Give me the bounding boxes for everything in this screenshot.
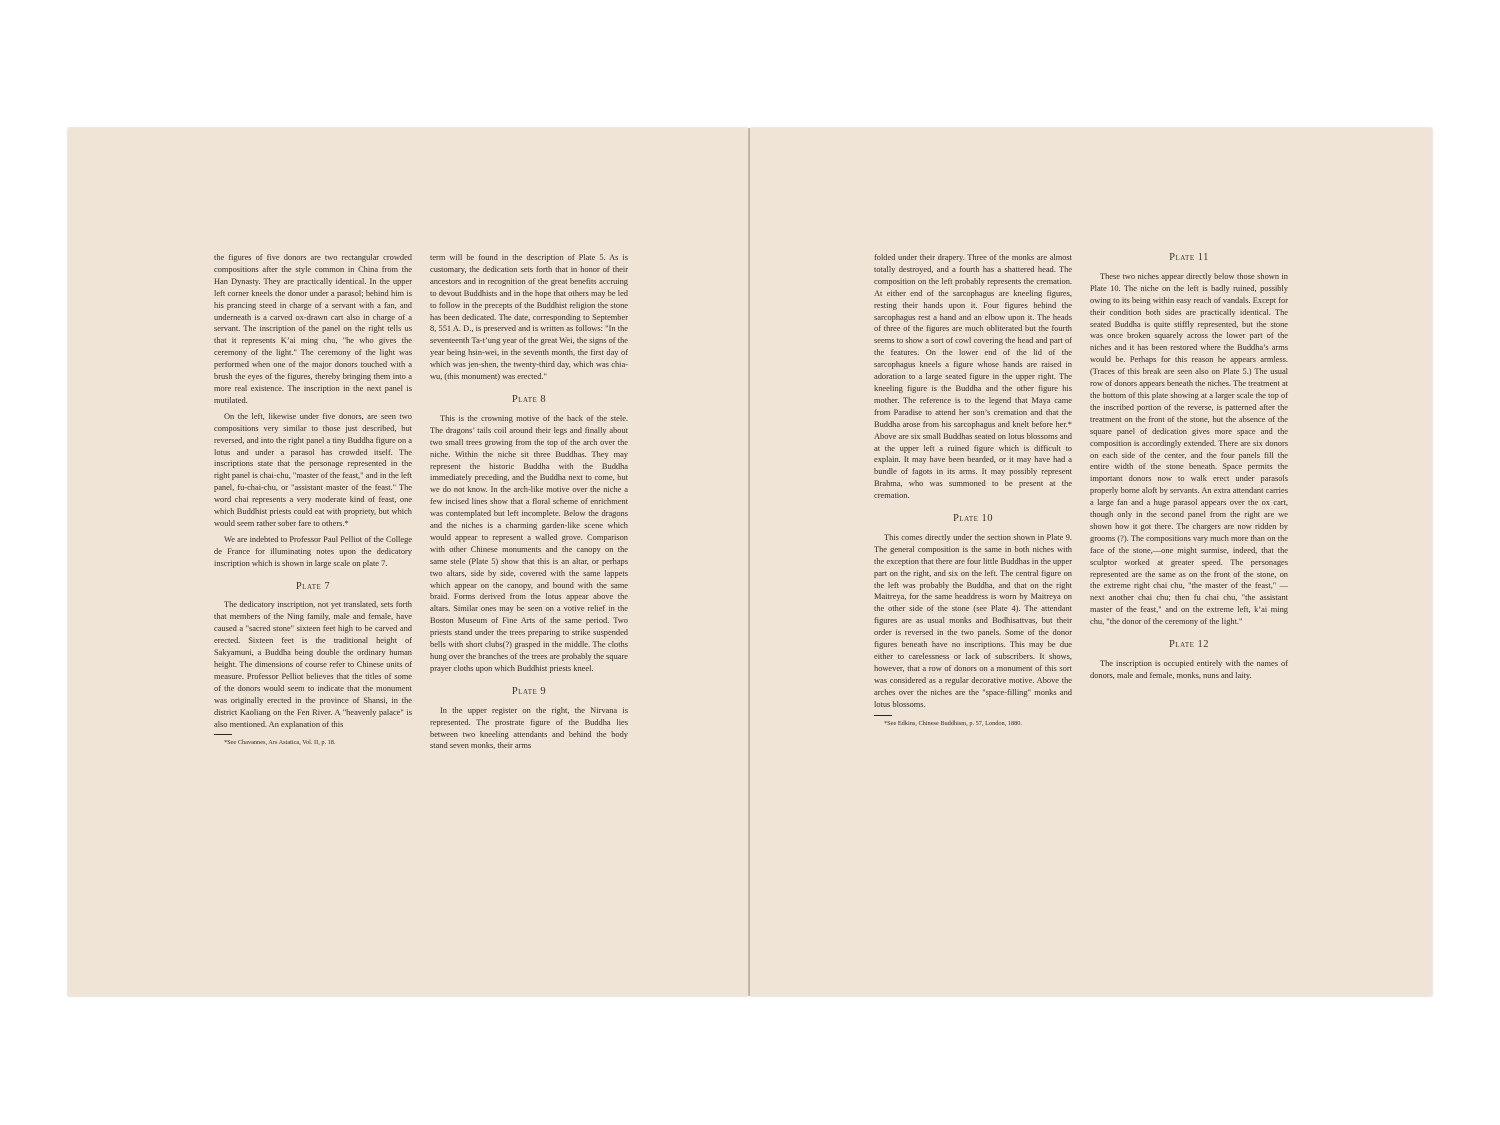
heading-plate-10: Plate 10 bbox=[952, 513, 994, 525]
left-page-column-1 bbox=[214, 252, 412, 751]
paragraph: On the left, likewise under five donors, are seen two compositions very similar to those just described, but reversed, and into the right panel a tiny Buddha figure on a lotus and under a parasol has crowded itself. The inscriptions state that the personage represented in the right panel is chai-chu, "master of the feast," and in the left panel, fu-chai-chu, or "assistant master of the feast." The word chai represents a very moderate kind of feast, one which Buddhist priests could eat with propriety, but which would seem rather sober fare to others.* bbox=[214, 411, 412, 528]
footnote: *See Chavannes, Ars Asiatica, Vol. II, p. 18. bbox=[224, 739, 336, 747]
footnote-rule bbox=[214, 734, 232, 735]
paragraph: In the upper register on the right, the Nirvana is represented. The prostrate figure of the Buddha lies between two kneeling attendants and behind the body stand seven monks, their arms bbox=[430, 705, 628, 751]
heading-plate-7: Plate 7 bbox=[295, 580, 331, 592]
paragraph: This is the crowning motive of the back of the stele. The dragons’ tails coil around their legs and finally about two small trees growing from the top of the arch over the niche. Within the niche sit three Buddhas. They may represent the historic Buddha with the Buddha immediately preceding, and the Buddha next to come, but we do not know. In the arch-like motive over the niche a few incised lines show that a floral scheme of enrichment was contemplated but left incomplete. Below the dragons and the niches is a charming garden-like scene which would appear to represent a walled grove. Comparison with other Chinese monuments and the canopy on the same stele (Plate 5) show that this is an altar, or perhaps two altars, side by side, covered with the same lappets which appear on the canopy, and bound with the same braid. Forms derived from the lotus appear above the altars. Similar ones may be seen on a votive relief in the Boston Museum of Fine Arts of the same period. Two priests stand under the trees preparing to strike suspended bells with short clubs(?) grasped in the middle. The cloths hung over the branches of the trees are probably the square prayer cloths upon which Buddhist priests kneel. bbox=[430, 413, 628, 673]
heading-plate-11: Plate 11 bbox=[1169, 252, 1209, 263]
right-page-column-2 bbox=[1090, 252, 1288, 686]
paragraph: term will be found in the description of Plate 5. As is customary, the dedication sets forth that in honor of their ancestors and in recognition of the great benefits accruing to devout Buddhists and in the hope that others may be led to follow in the precepts of the Buddhist religion the stone has been dedicated. The date, corresponding to September 8, 551 A. D., is preserved and is written as follows: "In the seventeenth Ta-t’ung year of the great Wei, the signs of the year being hsin-wei, in the seventh month, the first day of which was jen-shen, the twenty-third day, which was chia-wu, (this monument) was erected." bbox=[430, 253, 628, 382]
right-page-column-1 bbox=[874, 252, 1072, 732]
paragraph: We are indebted to Professor Paul Pelliot of the College de France for illuminating notes upon the dedicatory inscription which is shown in large scale on plate 7. bbox=[214, 534, 412, 568]
paragraph: These two niches appear directly below those shown in Plate 10. The niche on the left is badly ruined, possibly owing to its being within easy reach of vandals. Except for their condition both sides are practically identical. The seated Buddha is quite stiffly represented, but the stone was once broken squarely across the lower part of the niches and it has been restored where the Buddha’s arms would be. Perhaps for this reason he appears armless. (Traces of this break are seen also on Plate 5.) The usual row of donors appears beneath the niches. The treatment at the bottom of this plate showing at a larger scale the top of the inscribed portion of the reverse, is patterned after the treatment on the front of the stone, but the absence of the square panel of dedication gives more space and the composition is accordingly extended. There are six donors on each side of the center, and the four panels fill the entire width of the stone beneath. Space permits the important donors now to walk erect under parasols properly borne aloft by servants. An extra attendant carries a large fan and a huge parasol appears over the ox cart, though only in the second panel from the right are we shown how it got there. The chargers are now ridden by grooms (?). The compositions vary much more than on the face of the stone,—one might surmise, indeed, that the sculptor worked at greater speed. The personages represented are the same as on the front of the stone, on the extreme right chai chu, "the master of the feast," —next another chai chu; then fu chai chu, "the assistant master of the feast," and on the extreme left, k’ai ming chu, "the donor of the ceremony of the light." bbox=[1090, 271, 1288, 627]
paragraph: The inscription is occupied entirely with the names of donors, male and female, monks, nuns and laity. bbox=[1090, 659, 1288, 680]
heading-plate-12: Plate 12 bbox=[1168, 639, 1210, 651]
paragraph: folded under their drapery. Three of the monks are almost totally destroyed, and a fourth has a shattered head. The composition on the left probably represents the cremation. At either end of the sarcophagus are kneeling figures, resting their hands upon it. Four figures behind the sarcophagus rest a hand and an elbow upon it. The heads of three of the figures are much obliterated but the fourth seems to show a sort of cowl covering the head and part of the features. On the lower end of the lid of the sarcophagus kneels a figure whose hands are raised in adoration to a large seated figure in the upper right. The kneeling figure is the Buddha and the other figure his mother. The reference is to the legend that Maya came from Paradise to attend her son’s cremation and that the Buddha arose from his sarcophagus and knelt before her.* Above are six small Buddhas seated on lotus blossoms and at the upper left a ruined figure which is difficult to explain. It may have been bearded, or it may have had a bundle of fagots in its arms. It may possibly represent Brahma, who was summoned to be present at the cremation. bbox=[874, 253, 1072, 501]
footnote-rule bbox=[874, 715, 892, 716]
footnote: *See Edkins, Chinese Buddhism, p. 57, London, 1880. bbox=[884, 719, 1023, 727]
paragraph: the figures of five donors are two rectangular crowded compositions after the style common in China from the Han Dynasty. They are practically identical. In the upper left corner kneels the donor under a parasol; behind him is his prancing steed in charge of a servant with a fan, and underneath is a carved ox-drawn cart also in charge of a servant. The inscription of the panel on the right tells us that it represents K’ai ming chu, "he who gives the ceremony of the light." The ceremony of the light was performed when one of the major donors touched with a brush the eyes of the figures, thereby bringing them into a more real existence. The inscription in the next panel is mutilated. bbox=[214, 253, 412, 405]
paragraph: This comes directly under the section shown in Plate 9. The general composition is the same in both niches with the exception that there are four little Buddhas in the upper part on the right, and six on the left. The central figure on the left was probably the Buddha, and that on the right Maitreya, for the same headdress is worn by Maitreya on the other side of the stone (see Plate 4). The attendant figures are as usual monks and Bodhisattvas, but their order is reversed in the two panels. Some of the donor figures beneath have no inscriptions. This may be due either to carelessness or lack of subscribers. It shows, however, that a row of donors on a monument of this sort was considered as a regular decorative motive. Above the arches over the niches are the "space-filling" monks and lotus blossoms. bbox=[874, 532, 1072, 709]
heading-plate-8: Plate 8 bbox=[511, 393, 547, 405]
paragraph: The dedicatory inscription, not yet translated, sets forth that members of the Ning family, male and female, have caused a "sacred stone" sixteen feet high to be carved and erected. Sixteen feet is the traditional height of Sakyamuni, a Buddha being double the ordinary human height. The dimensions of course refer to Chinese units of measure. Professor Pelliot believes that the titles of some of the donors would seem to indicate that the monument was originally erected in the province of Shansi, in the district Kaoliang on the Fen River. A "heavenly palace" is also mentioned. An explanation of this bbox=[214, 600, 412, 729]
heading-plate-9: Plate 9 bbox=[511, 685, 547, 697]
left-page-column-2 bbox=[430, 252, 628, 756]
